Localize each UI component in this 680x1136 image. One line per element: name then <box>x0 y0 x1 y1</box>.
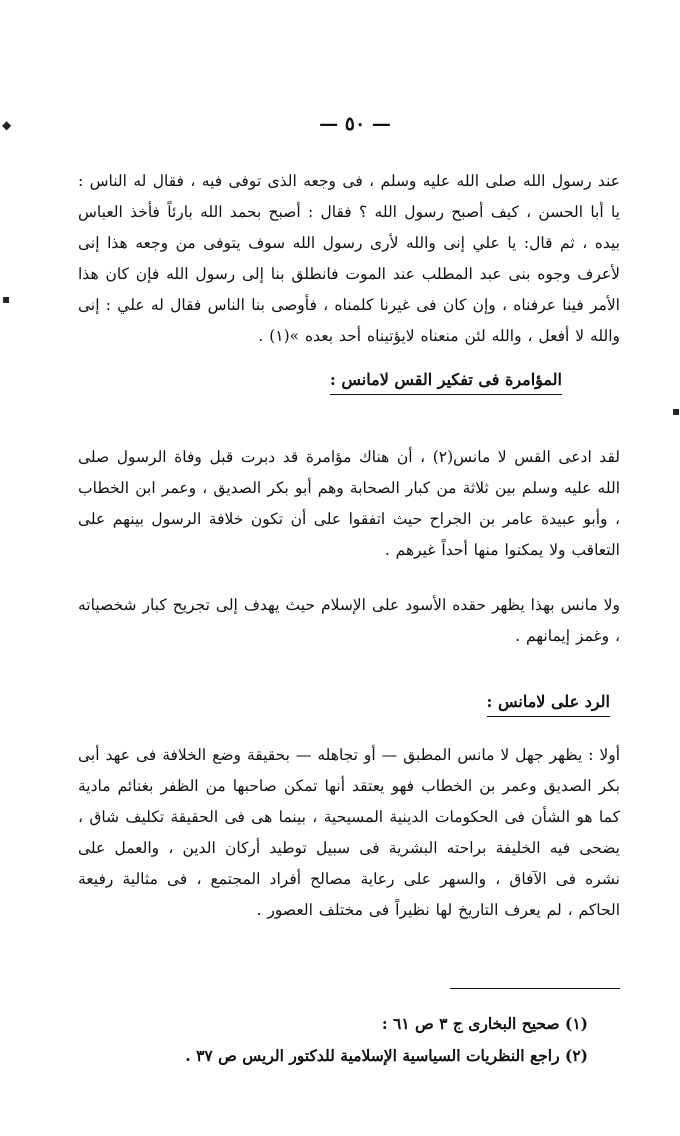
footnote-2: (٢) راجع النظريات السياسية الإسلامية للدكتور الريس ص ٣٧ . <box>185 1046 588 1065</box>
reply-paragraph: أولا : يظهر جهل لا مانس المطبق — أو تجاهله — بحقيقة وضع الخلافة فى عهد أبى بكر الصديق وعمر بن الخطاب فهو يعتقد أنها تمكن صاحبها من الظفر بغنائم مادية كما هو الشأن فى الحكومات الدينية المسيحية ، بينما هى فى الحقيقة تكليف شاق ، يضحى فيه الخليفة براحته البشرية فى سبيل توطيد أركان الدين ، والعمل على نشره فى الآفاق ، والسهر على رعاية مصالح أفراد المجتمع ، فى مثالية رفيعة الحاكم ، لم يعرف التاريخ لها نظيراً فى مختلف العصور . <box>78 746 620 919</box>
footnote-divider <box>450 988 620 989</box>
section-heading-conspiracy: المؤامرة فى تفكير القس لامانس : <box>330 368 562 395</box>
footnote-1: (١) صحيح البخارى ج ٣ ص ٦١ : <box>381 1014 588 1033</box>
scan-edge-mark: ▪ <box>2 292 11 306</box>
page-number: — ٥٠ — <box>319 113 391 135</box>
scan-edge-mark: ▪ <box>672 404 680 418</box>
footnotes <box>68 1008 588 1072</box>
section-heading-reply: الرد على لامانس : <box>487 690 611 717</box>
lammens-paragraph: ولا مانس بهذا يظهر حقده الأسود على الإسلام حيث يهدف إلى تجريح كبار شخصياته ، وغمز إيمانهم . <box>78 596 620 645</box>
scan-edge-mark: ◆ <box>2 118 12 132</box>
intro-paragraph: عند رسول الله صلى الله عليه وسلم ، فى وجعه الذى توفى فيه ، فقال له الناس : يا أبا الحسن ، كيف أصبح رسول الله ؟ فقال : أصبح بحمد الله بارئاً فأخذ العباس بيده ، ثم قال: يا علي إنى والله لأرى رسول الله سوف يتوفى من وجعه هذا إنى لأعرف وجوه بنى عبد المطلب عند الموت فانطلق بنا إلى رسول الله فإن كان هذا الأمر فينا عرفناه ، وإن كان فى غيرنا كلمناه ، فأوصى بنا الناس فقال له علي : إنى والله لا أفعل ، والله لئن منعناه لايؤتيناه أحد بعده »(١) . <box>78 172 620 345</box>
conspiracy-paragraph: لقد ادعى القس لا مانس(٢) ، أن هناك مؤامرة قد دبرت قبل وفاة الرسول صلى الله عليه وسلم بين ثلاثة من كبار الصحابة وهم أبو بكر الصديق ، وعمر ابن الخطاب ، وأبو عبيدة عامر بن الجراح حيث اتفقوا على أن تكون خلافة الرسول بينهم على التعاقب ولا يمكنوا منها أحداً غيرهم . <box>78 448 621 559</box>
